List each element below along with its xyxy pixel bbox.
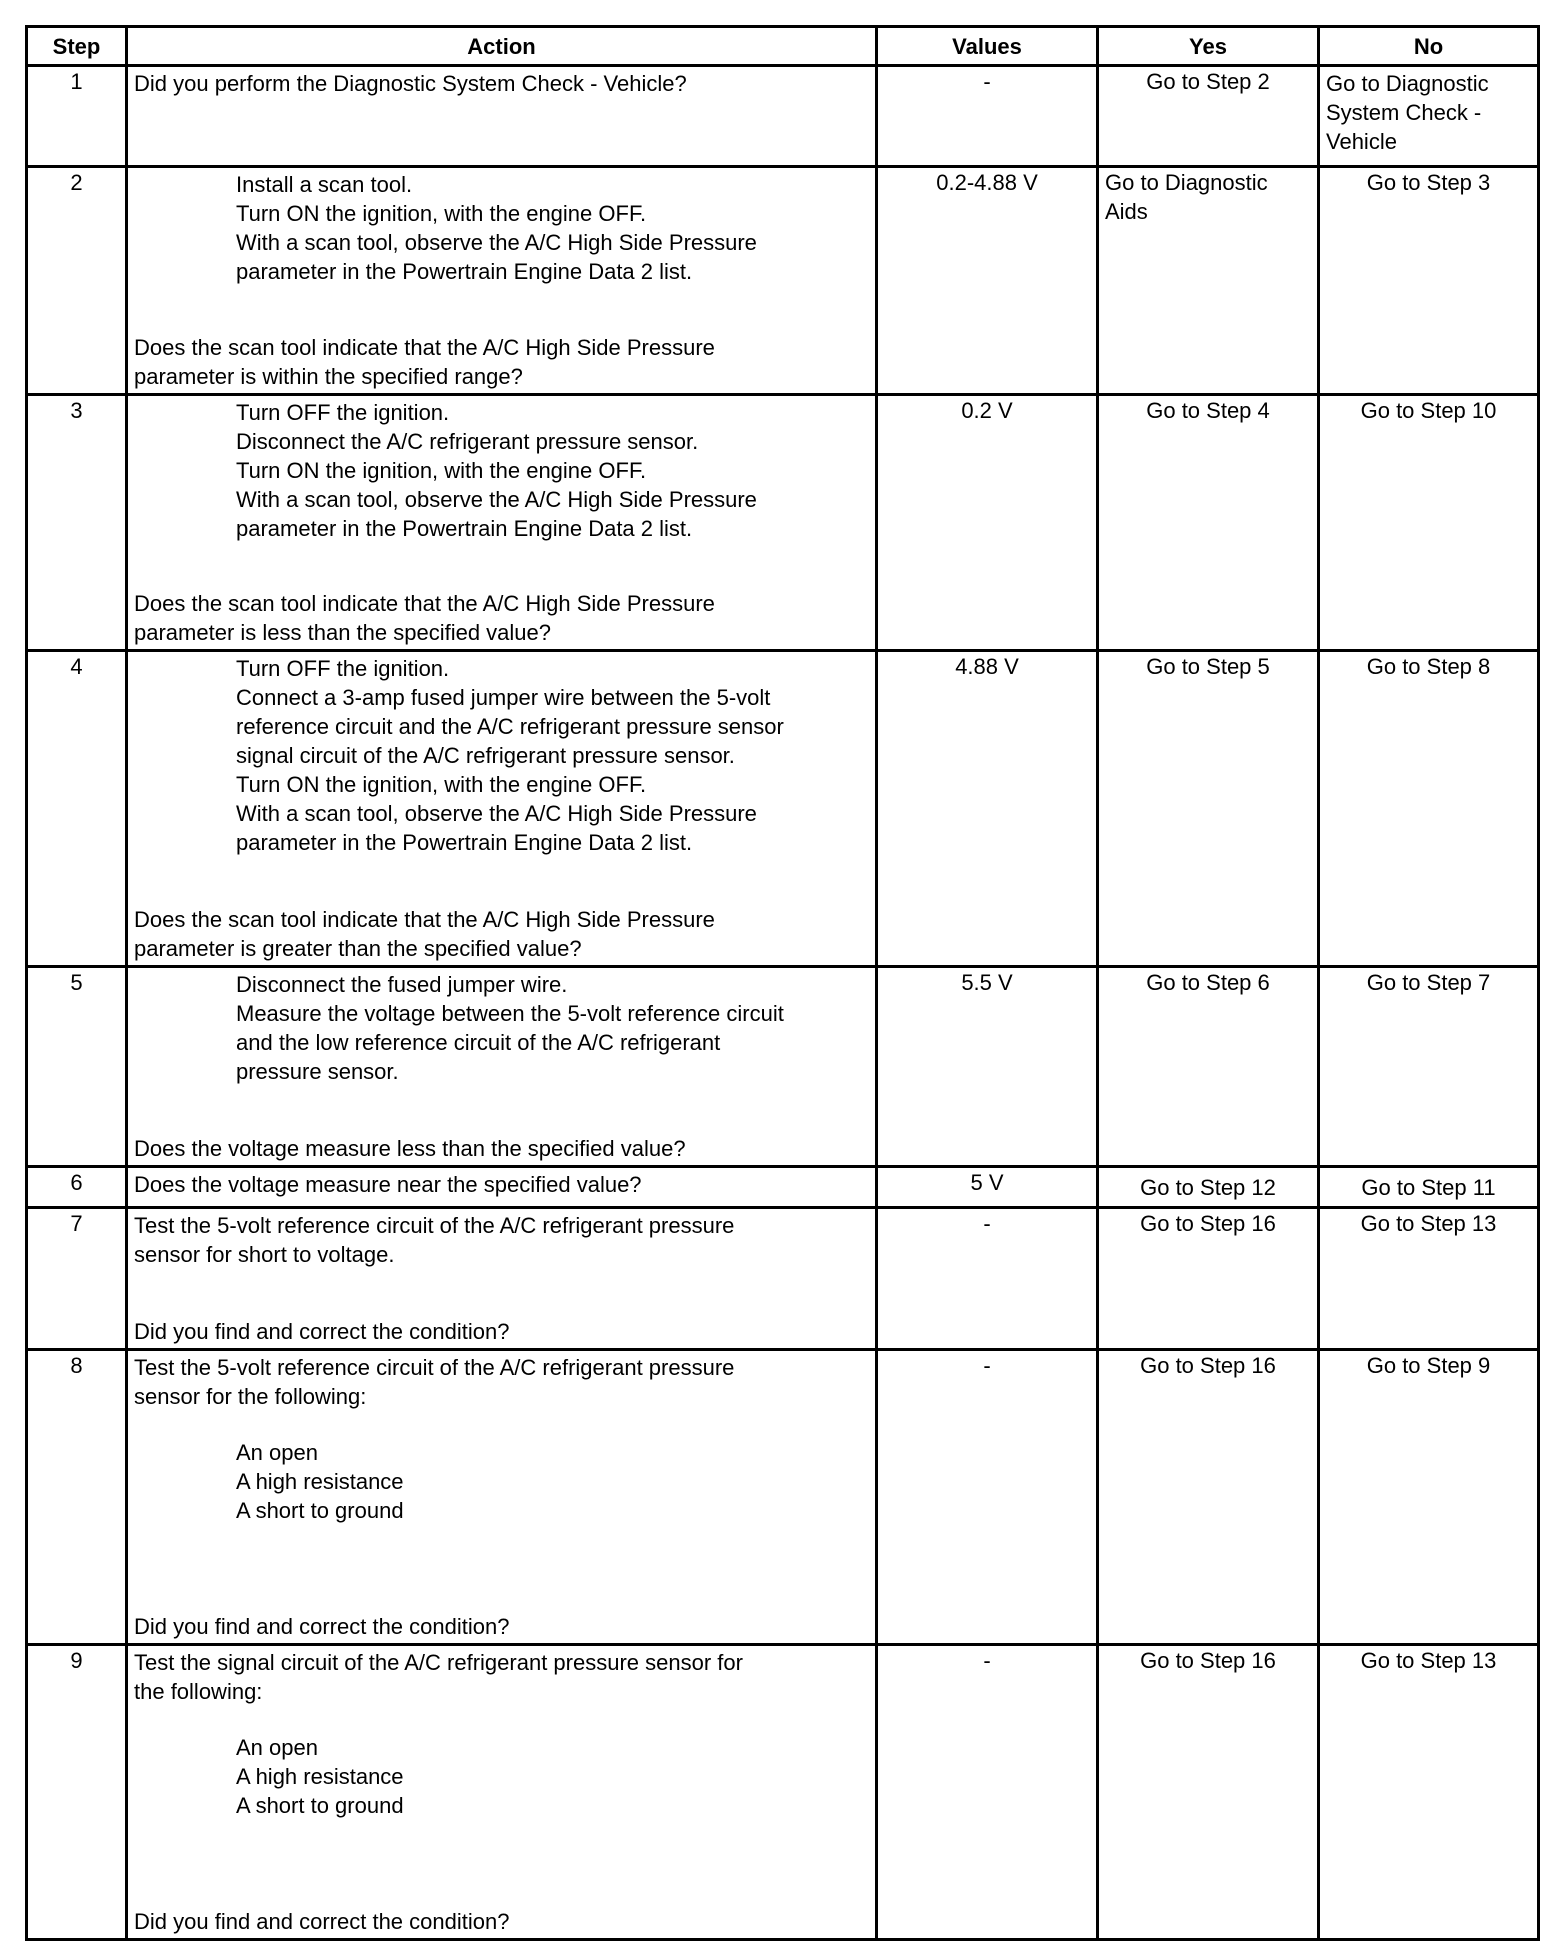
question-line: Does the scan tool indicate that the A/C High Side Pressure <box>134 335 715 360</box>
instruction-line: parameter in the Powertrain Engine Data 2 list. <box>236 516 693 541</box>
yes-cell: Go to Step 5 <box>1098 651 1319 967</box>
step-number: 1 <box>27 66 127 167</box>
no-cell: Go to Step 9 <box>1319 1350 1539 1645</box>
question-line: Did you find and correct the condition? <box>134 1614 510 1639</box>
question-text <box>134 589 875 647</box>
instruction-line: Disconnect the fused jumper wire. <box>236 972 568 997</box>
question-line: Does the scan tool indicate that the A/C High Side Pressure <box>134 907 715 932</box>
action-cell <box>127 167 877 395</box>
instruction-line: Turn OFF the ignition. <box>236 656 450 681</box>
value-cell: - <box>877 1645 1098 1940</box>
step-number: 8 <box>27 1350 127 1645</box>
instruction-line: Turn ON the ignition, with the engine OFF. <box>236 458 647 483</box>
header-row <box>27 27 1539 66</box>
intro-line: sensor for short to voltage. <box>134 1242 395 1267</box>
question-text: Did you perform the Diagnostic System Check - Vehicle? <box>134 71 687 96</box>
question-line: parameter is less than the specified value? <box>134 620 552 645</box>
condition-item: A short to ground <box>236 1498 404 1523</box>
question-text <box>134 1907 875 1936</box>
instruction-line: Disconnect the A/C refrigerant pressure sensor. <box>236 429 699 454</box>
question-text: Does the voltage measure near the specified value? <box>134 1172 642 1197</box>
instruction-list <box>134 398 875 543</box>
instruction-line: With a scan tool, observe the A/C High Side Pressure <box>236 487 757 512</box>
no-cell: Go to Step 11 <box>1319 1167 1539 1208</box>
question-text <box>134 905 875 963</box>
action-cell <box>127 1167 877 1208</box>
condition-item: A high resistance <box>236 1469 404 1494</box>
yes-cell: Go to Step 16 <box>1098 1645 1319 1940</box>
step-number: 2 <box>27 167 127 395</box>
no-cell: Go to Step 13 <box>1319 1645 1539 1940</box>
instruction-line: Turn OFF the ignition. <box>236 400 450 425</box>
action-cell <box>127 1645 877 1940</box>
intro-line: sensor for the following: <box>134 1384 367 1409</box>
action-cell <box>127 967 877 1167</box>
instruction-list <box>134 170 875 286</box>
instruction-line: With a scan tool, observe the A/C High Side Pressure <box>236 230 757 255</box>
value-cell: 4.88 V <box>877 651 1098 967</box>
yes-cell: Go to Step 16 <box>1098 1208 1319 1350</box>
yes-text: Aids <box>1105 199 1148 224</box>
intro-text <box>134 1648 875 1706</box>
step-number: 4 <box>27 651 127 967</box>
no-cell: Go to Step 13 <box>1319 1208 1539 1350</box>
instruction-line: Turn ON the ignition, with the engine OFF. <box>236 772 647 797</box>
question-text <box>134 1317 875 1346</box>
no-text: Go to Diagnostic <box>1326 71 1489 96</box>
instruction-line: With a scan tool, observe the A/C High Side Pressure <box>236 801 757 826</box>
instruction-line: parameter in the Powertrain Engine Data 2 list. <box>236 830 693 855</box>
intro-line: the following: <box>134 1679 263 1704</box>
step-number: 3 <box>27 395 127 651</box>
condition-item: A short to ground <box>236 1793 404 1818</box>
header-step: Step <box>27 27 127 66</box>
value-cell: 5.5 V <box>877 967 1098 1167</box>
step-number: 6 <box>27 1167 127 1208</box>
question-line: Did you find and correct the condition? <box>134 1319 510 1344</box>
no-cell: Go to Step 8 <box>1319 651 1539 967</box>
table-row <box>27 167 1539 395</box>
table-row <box>27 395 1539 651</box>
yes-cell: Go to Step 6 <box>1098 967 1319 1167</box>
instruction-line: and the low reference circuit of the A/C refrigerant <box>236 1030 721 1055</box>
intro-line: Test the 5-volt reference circuit of the A/C refrigerant pressure <box>134 1355 735 1380</box>
no-cell: Go to Step 10 <box>1319 395 1539 651</box>
header-action: Action <box>127 27 877 66</box>
value-cell: - <box>877 66 1098 167</box>
instruction-line: Turn ON the ignition, with the engine OFF. <box>236 201 647 226</box>
table-row <box>27 1167 1539 1208</box>
instruction-line: pressure sensor. <box>236 1059 399 1084</box>
instruction-line: Install a scan tool. <box>236 172 413 197</box>
yes-cell <box>1098 167 1319 395</box>
action-cell <box>127 1208 877 1350</box>
header-values: Values <box>877 27 1098 66</box>
step-number: 7 <box>27 1208 127 1350</box>
question-line: Does the scan tool indicate that the A/C High Side Pressure <box>134 591 715 616</box>
table-row <box>27 1208 1539 1350</box>
question-text <box>134 1612 875 1641</box>
question-line: Does the voltage measure less than the specified value? <box>134 1136 686 1161</box>
table-row <box>27 651 1539 967</box>
condition-item: An open <box>236 1440 318 1465</box>
intro-line: Test the 5-volt reference circuit of the A/C refrigerant pressure <box>134 1213 735 1238</box>
action-cell <box>127 1350 877 1645</box>
no-cell <box>1319 66 1539 167</box>
header-no: No <box>1319 27 1539 66</box>
yes-cell: Go to Step 4 <box>1098 395 1319 651</box>
table-row <box>27 1350 1539 1645</box>
value-cell: - <box>877 1208 1098 1350</box>
value-cell: 0.2 V <box>877 395 1098 651</box>
no-cell: Go to Step 7 <box>1319 967 1539 1167</box>
yes-cell: Go to Step 16 <box>1098 1350 1319 1645</box>
no-cell: Go to Step 3 <box>1319 167 1539 395</box>
condition-item: A high resistance <box>236 1764 404 1789</box>
header-yes: Yes <box>1098 27 1319 66</box>
question-line: parameter is greater than the specified value? <box>134 936 582 961</box>
action-cell <box>127 651 877 967</box>
intro-text <box>134 1211 875 1269</box>
value-cell: 0.2-4.88 V <box>877 167 1098 395</box>
yes-cell: Go to Step 12 <box>1098 1167 1319 1208</box>
value-cell: 5 V <box>877 1167 1098 1208</box>
instruction-list <box>134 970 875 1086</box>
instruction-line: reference circuit and the A/C refrigerant pressure sensor <box>236 714 784 739</box>
question-line: Did you find and correct the condition? <box>134 1909 510 1934</box>
no-text: Vehicle <box>1326 129 1397 154</box>
intro-text <box>134 1353 875 1411</box>
diagnostic-table <box>25 25 1540 1941</box>
condition-list <box>134 1733 875 1820</box>
question-line: parameter is within the specified range? <box>134 364 523 389</box>
instruction-line: signal circuit of the A/C refrigerant pressure sensor. <box>236 743 735 768</box>
action-cell <box>127 66 877 167</box>
instruction-line: Measure the voltage between the 5-volt reference circuit <box>236 1001 784 1026</box>
instruction-line: Connect a 3-amp fused jumper wire between the 5-volt <box>236 685 771 710</box>
action-cell <box>127 395 877 651</box>
condition-item: An open <box>236 1735 318 1760</box>
instruction-line: parameter in the Powertrain Engine Data 2 list. <box>236 259 693 284</box>
no-text: System Check - <box>1326 100 1482 125</box>
step-number: 9 <box>27 1645 127 1940</box>
step-number: 5 <box>27 967 127 1167</box>
instruction-list <box>134 654 875 857</box>
question-text <box>134 1134 875 1163</box>
table-row <box>27 1645 1539 1940</box>
table-row <box>27 967 1539 1167</box>
intro-line: Test the signal circuit of the A/C refrigerant pressure sensor for <box>134 1650 743 1675</box>
question-text <box>134 333 875 391</box>
condition-list <box>134 1438 875 1525</box>
value-cell: - <box>877 1350 1098 1645</box>
yes-cell: Go to Step 2 <box>1098 66 1319 167</box>
yes-text: Go to Diagnostic <box>1105 170 1268 195</box>
table-row <box>27 66 1539 167</box>
